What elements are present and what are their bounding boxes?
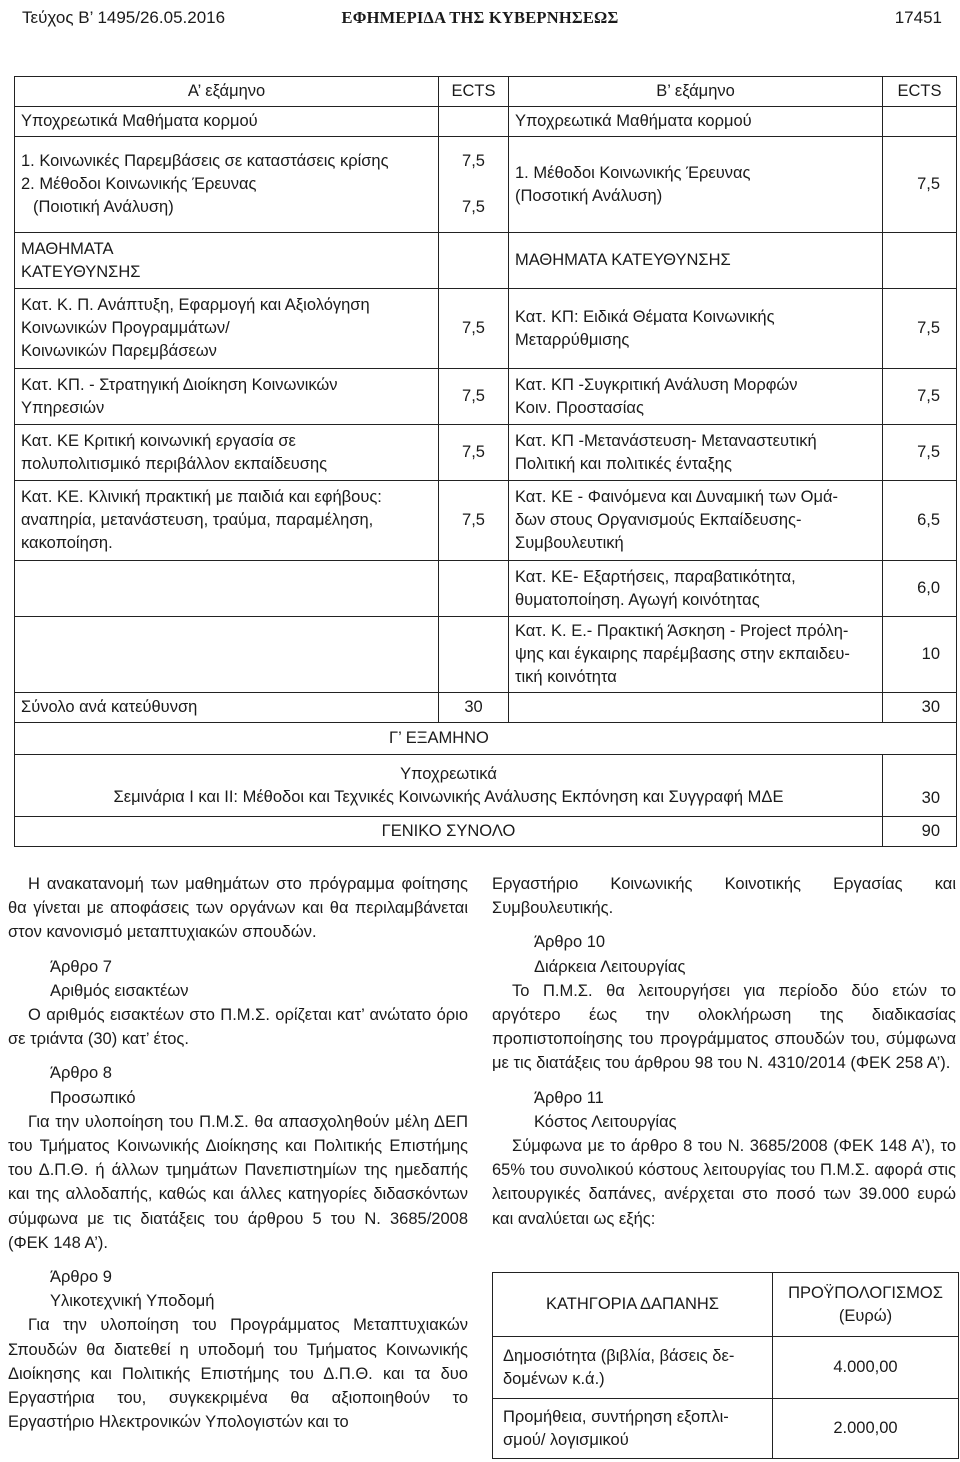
course-a-ects: 7,5 bbox=[439, 289, 509, 369]
course-b-ects: 7,5 bbox=[883, 289, 957, 369]
article-7-text: Ο αριθμός εισακτέων στο Π.Μ.Σ. ορίζεται κατ’ ανώτατο όριο σε τριάντα (30) κατ’ έτος. bbox=[8, 1006, 468, 1049]
semester-c-row bbox=[15, 723, 957, 755]
direction-label-b: ΜΑΘΗΜΑΤΑ ΚΑΤΕΥΘΥΝΣΗΣ bbox=[509, 233, 883, 289]
ects-a-header: ECTS bbox=[439, 77, 509, 107]
budget-category: Δημοσιότητα (βιβλία, βάσεις δε- δομένων κ.ά.) bbox=[493, 1337, 773, 1399]
course-b-ects: 7,5 bbox=[883, 425, 957, 481]
course-a: Κατ. ΚΕ. Κλινική πρακτική με παιδιά και εφήβους: αναπηρία, μετανάστευση, τραύμα, παραμέληση, κακοποίηση. bbox=[15, 481, 439, 561]
continuation-paragraph: Εργαστήριο Κοινωνικής Κοινοτικής Εργασίας και Συμβουλευτικής. bbox=[492, 875, 956, 918]
course-a: Κατ. ΚΕ Κριτική κοινωνική εργασία σε πολυπολιτισμικό περιβάλλον εκπαίδευσης bbox=[15, 425, 439, 481]
article-8-text: Για την υλοποίηση του Π.Μ.Σ. θα απασχοληθούν μέλη ΔΕΠ του Τμήματος Κοινωνικής Διοίκησης και Πολιτικής Επιστήμης του Δ.Π.Θ. ή άλλων τμημάτων Πανεπιστημίων της ημεδαπής και της αλλοδαπής, καθώς και άλλες κατηγορίες διδασκόντων σύμφωνα με τις διατάξεις του άρθρου 5 του Ν. 3685/2008 (ΦΕΚ 148 Α’). bbox=[8, 1112, 468, 1252]
table-row bbox=[493, 1399, 959, 1459]
seminar-ects: 30 bbox=[883, 755, 957, 817]
journal-title: ΕΦΗΜΕΡΙΔΑ ΤΗΣ ΚΥΒΕΡΝΗΣΕΩΣ bbox=[341, 8, 619, 27]
table-row bbox=[15, 617, 957, 693]
budget-header-row bbox=[493, 1273, 959, 1337]
semester-b-header: Β’ εξάμηνο bbox=[509, 77, 883, 107]
budget-amount: 4.000,00 bbox=[773, 1337, 959, 1399]
article-8-number: Άρθρο 8 bbox=[50, 1064, 112, 1083]
budget-category-header: ΚΑΤΗΓΟΡΙΑ ΔΑΠΑΝΗΣ bbox=[493, 1273, 773, 1337]
table-row bbox=[15, 289, 957, 369]
course-a-ects: 7,5 bbox=[439, 425, 509, 481]
article-8-title: Προσωπικό bbox=[50, 1088, 136, 1107]
table-row bbox=[15, 481, 957, 561]
core-ects-b: 7,5 bbox=[883, 137, 957, 233]
budget-amount: 2.000,00 bbox=[773, 1399, 959, 1459]
course-b: Κατ. ΚΠ: Ειδικά Θέματα Κοινωνικής Μεταρρύθμισης bbox=[509, 289, 883, 369]
course-b: Κατ. ΚΕ- Εξαρτήσεις, παραβατικότητα, θυματοποίηση. Αγωγή κοινότητας bbox=[509, 561, 883, 617]
table-row bbox=[15, 137, 957, 233]
table-row bbox=[15, 233, 957, 289]
core-label-a: Υποχρεωτικά Μαθήματα κορμού bbox=[15, 107, 439, 137]
table-header-row bbox=[15, 77, 957, 107]
table-row bbox=[15, 107, 957, 137]
table-row bbox=[15, 425, 957, 481]
curriculum-table bbox=[14, 76, 957, 847]
core-ects-a: 7,5 7,5 bbox=[439, 137, 509, 233]
table-row bbox=[15, 369, 957, 425]
budget-amount-header: ΠΡΟΫΠΟΛΟΓΙΣΜΟΣ (Ευρώ) bbox=[773, 1273, 959, 1337]
article-11-title: Κόστος Λειτουργίας bbox=[534, 1112, 677, 1131]
intro-paragraph: Η ανακατανομή των μαθημάτων στο πρόγραμμα φοίτησης θα γίνεται με αποφάσεις των οργάνων και θα περιλαμβάνεται στον κανονισμό μεταπτυχιακών σπουδών. bbox=[8, 875, 468, 942]
direction-label-a: ΜΑΘΗΜΑΤΑ ΚΑΤΕΥΘΥΝΣΗΣ bbox=[15, 233, 439, 289]
page-header bbox=[0, 0, 960, 40]
article-7-number: Άρθρο 7 bbox=[50, 957, 112, 976]
course-b: Κατ. ΚΕ - Φαινόμενα και Δυναμική των Ομά- δων στους Οργανισμούς Εκπαίδευσης- Συμβουλευτική bbox=[509, 481, 883, 561]
budget-table bbox=[492, 1272, 959, 1459]
total-label: Σύνολο ανά κατεύθυνση bbox=[15, 693, 439, 723]
grand-total-row bbox=[15, 817, 957, 847]
course-a-ects: 7,5 bbox=[439, 369, 509, 425]
ects-b-header: ECTS bbox=[883, 77, 957, 107]
article-11-text: Σύμφωνα με το άρθρο 8 του Ν. 3685/2008 (ΦΕΚ 148 Α’), το 65% του συνολικού κόστους λειτουργίας του Π.Μ.Σ. αφορά στις λειτουργικές δαπάνες, ανέρχεται στο ποσό των 39.000 ευρώ και αναλύεται ως εξής: bbox=[492, 1137, 956, 1228]
total-a: 30 bbox=[439, 693, 509, 723]
grand-total-label: ΓΕΝΙΚΟ ΣΥΝΟΛΟ bbox=[15, 817, 883, 847]
total-row bbox=[15, 693, 957, 723]
course-b-ects: 10 bbox=[883, 617, 957, 693]
table-row bbox=[493, 1337, 959, 1399]
seminar-cell bbox=[15, 755, 883, 817]
article-7-title: Αριθμός εισακτέων bbox=[50, 981, 189, 1000]
core-courses-a: 1. Κοινωνικές Παρεμβάσεις σε καταστάσεις κρίσης 2. Μέθοδοι Κοινωνικής Έρευνας (Ποιοτική Ανάλυση) bbox=[15, 137, 439, 233]
mandatory-label: Υποχρεωτικά bbox=[400, 764, 497, 783]
article-9-number: Άρθρο 9 bbox=[50, 1268, 112, 1287]
seminar-title: Σεμινάρια Ι και ΙΙ: Μέθοδοι και Τεχνικές Κοινωνικής Ανάλυσης Εκπόνηση και Συγγραφή ΜΔΕ bbox=[113, 787, 784, 806]
article-10-text: Το Π.Μ.Σ. θα λειτουργήσει για περίοδο δύο ετών το αργότερο έως την ολοκλήρωση της διαδικασίας προπιστοποίησης του προγράμματος σπουδών του, σύμφωνα με τις διατάξεις του άρθρου 98 του Ν. 4310/2014 (ΦΕΚ 258 Α’). bbox=[492, 981, 956, 1073]
article-9-title: Υλικοτεχνική Υποδομή bbox=[50, 1292, 215, 1311]
right-column bbox=[492, 872, 956, 1231]
core-courses-b: 1. Μέθοδοι Κοινωνικής Έρευνας (Ποσοτική Ανάλυση) bbox=[509, 137, 883, 233]
total-b: 30 bbox=[883, 693, 957, 723]
course-b: Κατ. ΚΠ -Μετανάστευση- Μεταναστευτική Πολιτική και πολιτικές ένταξης bbox=[509, 425, 883, 481]
article-10-number: Άρθρο 10 bbox=[534, 933, 606, 952]
course-a: Κατ. ΚΠ. - Στρατηγική Διοίκηση Κοινωνικών Υπηρεσιών bbox=[15, 369, 439, 425]
course-b-ects: 7,5 bbox=[883, 369, 957, 425]
semester-a-header: Α’ εξάμηνο bbox=[15, 77, 439, 107]
issue-number: Τεύχος Β’ 1495/26.05.2016 bbox=[22, 8, 226, 27]
article-11-number: Άρθρο 11 bbox=[534, 1088, 604, 1107]
page-number: 17451 bbox=[894, 8, 942, 27]
course-b-ects: 6,0 bbox=[883, 561, 957, 617]
course-b-ects: 6,5 bbox=[883, 481, 957, 561]
article-10-title: Διάρκεια Λειτουργίας bbox=[534, 957, 686, 976]
grand-total-value: 90 bbox=[883, 817, 957, 847]
course-a-ects: 7,5 bbox=[439, 481, 509, 561]
course-b: Κατ. Κ. Ε.- Πρακτική Άσκηση - Project πρόλη- ψης και έγκαιρης παρέμβασης στην εκπαιδευ- τική κοινότητα bbox=[509, 617, 883, 693]
article-9-text: Για την υλοποίηση του Προγράμματος Μεταπτυχιακών Σπουδών θα διατεθεί η υποδομή του Τμήματος Κοινωνικής Διοίκησης και Πολιτικής Επιστήμης του Δ.Π.Θ. και τα δυο Εργαστήρια του, συγκεκριμένα θα αξιοποιηθούν το Εργαστήριο Ηλεκτρονικών Υπολογιστών και το bbox=[8, 1316, 468, 1432]
table-row bbox=[15, 561, 957, 617]
core-label-b: Υποχρεωτικά Μαθήματα κορμού bbox=[509, 107, 883, 137]
semester-c-header: Γ’ ΕΞΑΜΗΝΟ bbox=[15, 723, 957, 755]
seminar-row bbox=[15, 755, 957, 817]
budget-category: Προμήθεια, συντήρηση εξοπλι- σμού/ λογισμικού bbox=[493, 1399, 773, 1459]
course-a: Κατ. Κ. Π. Ανάπτυξη, Εφαρμογή και Αξιολόγηση Κοινωνικών Προγραμμάτων/ Κοινωνικών Παρεμβάσεων bbox=[15, 289, 439, 369]
course-b: Κατ. ΚΠ -Συγκριτική Ανάλυση Μορφών Κοιν. Προστασίας bbox=[509, 369, 883, 425]
left-column bbox=[8, 872, 468, 1434]
